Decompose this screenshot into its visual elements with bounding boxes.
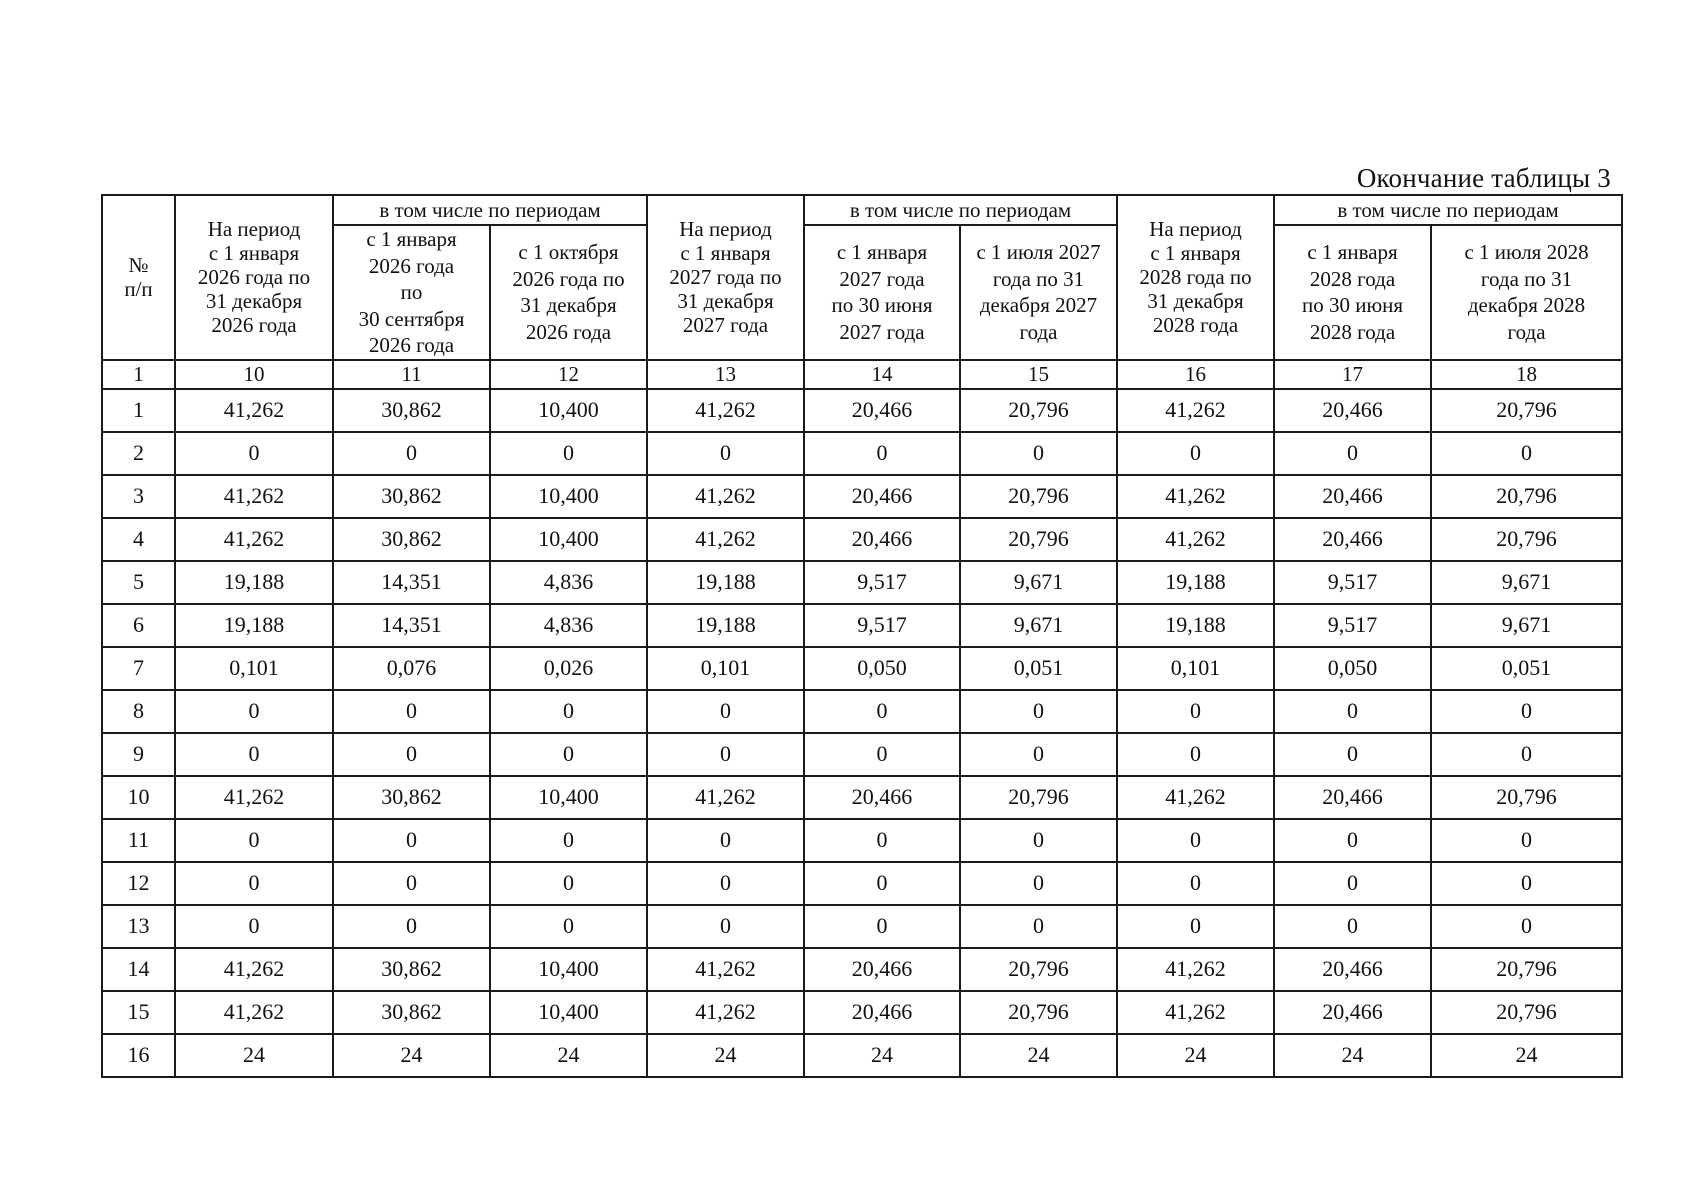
table-row xyxy=(102,819,1622,862)
column-number: 11 xyxy=(333,360,490,389)
table-cell: 30,862 xyxy=(333,518,490,561)
table-cell: 9,517 xyxy=(804,561,960,604)
table-cell: 41,262 xyxy=(175,991,333,1034)
table-cell: 20,466 xyxy=(1274,518,1431,561)
table-cell: 24 xyxy=(1431,1034,1622,1077)
table-cell: 0 xyxy=(960,690,1117,733)
row-number-cell: 11 xyxy=(102,819,175,862)
table-cell: 24 xyxy=(647,1034,804,1077)
table-cell: 41,262 xyxy=(1117,991,1274,1034)
row-number-cell: 8 xyxy=(102,690,175,733)
table-cell: 24 xyxy=(1117,1034,1274,1077)
table-cell: 19,188 xyxy=(647,561,804,604)
table-cell: 0 xyxy=(1274,733,1431,776)
row-number-cell: 1 xyxy=(102,389,175,432)
table-cell: 9,671 xyxy=(960,604,1117,647)
column-number: 16 xyxy=(1117,360,1274,389)
table-cell: 0 xyxy=(175,432,333,475)
table-cell: 0 xyxy=(960,733,1117,776)
table-cell: 20,796 xyxy=(960,518,1117,561)
table-cell: 20,466 xyxy=(1274,776,1431,819)
table-cell: 0 xyxy=(1431,733,1622,776)
table-cell: 0,051 xyxy=(1431,647,1622,690)
table-cell: 0 xyxy=(333,690,490,733)
table-cell: 0 xyxy=(490,432,647,475)
table-cell: 20,796 xyxy=(1431,948,1622,991)
table-cell: 10,400 xyxy=(490,389,647,432)
header-sub-2028-jul-dec: с 1 июля 2028 года по 31 декабря 2028 года xyxy=(1431,225,1622,360)
table-cell: 0 xyxy=(333,905,490,948)
table-cell: 0 xyxy=(804,432,960,475)
table-cell: 41,262 xyxy=(175,948,333,991)
header-group-2027: в том числе по периодам xyxy=(804,195,1117,225)
table-cell: 20,466 xyxy=(804,991,960,1034)
column-number: 15 xyxy=(960,360,1117,389)
column-number: 10 xyxy=(175,360,333,389)
table-cell: 24 xyxy=(490,1034,647,1077)
table-cell: 0 xyxy=(1274,690,1431,733)
table-cell: 20,796 xyxy=(1431,776,1622,819)
table-cell: 0 xyxy=(1274,819,1431,862)
table-row xyxy=(102,561,1622,604)
table-cell: 41,262 xyxy=(175,475,333,518)
header-period-2026: На период с 1 января 2026 года по 31 декабря 2026 года xyxy=(175,195,333,360)
header-group-2028: в том числе по периодам xyxy=(1274,195,1622,225)
column-number: 13 xyxy=(647,360,804,389)
table-cell: 0 xyxy=(490,862,647,905)
header-sub-2026-jan-sep: с 1 января 2026 года по 30 сентября 2026 года xyxy=(333,225,490,360)
table-cell: 0 xyxy=(1431,690,1622,733)
table-cell: 9,517 xyxy=(1274,561,1431,604)
table-row xyxy=(102,1034,1622,1077)
table-cell: 9,517 xyxy=(804,604,960,647)
column-number: 17 xyxy=(1274,360,1431,389)
table-cell: 20,796 xyxy=(1431,991,1622,1034)
header-sub-2027-jan-jun: с 1 января 2027 года по 30 июня 2027 года xyxy=(804,225,960,360)
table-row xyxy=(102,389,1622,432)
table-cell: 30,862 xyxy=(333,991,490,1034)
table-cell: 0,050 xyxy=(1274,647,1431,690)
header-period-2027: На период с 1 января 2027 года по 31 декабря 2027 года xyxy=(647,195,804,360)
table-cell: 41,262 xyxy=(1117,948,1274,991)
table-cell: 24 xyxy=(1274,1034,1431,1077)
table-cell: 4,836 xyxy=(490,561,647,604)
row-number-cell: 13 xyxy=(102,905,175,948)
table-cell: 0,101 xyxy=(1117,647,1274,690)
table-cell: 20,796 xyxy=(1431,389,1622,432)
table-cell: 14,351 xyxy=(333,604,490,647)
table-cell: 0 xyxy=(960,905,1117,948)
table-cell: 19,188 xyxy=(175,604,333,647)
table-cell: 30,862 xyxy=(333,389,490,432)
table-cell: 10,400 xyxy=(490,518,647,561)
table-cell: 10,400 xyxy=(490,948,647,991)
header-row-number: № п/п xyxy=(102,195,175,360)
table-cell: 41,262 xyxy=(1117,518,1274,561)
table-row xyxy=(102,690,1622,733)
table-cell: 0 xyxy=(1117,862,1274,905)
row-number-cell: 15 xyxy=(102,991,175,1034)
table-cell: 0 xyxy=(960,819,1117,862)
header-group-2026: в том числе по периодам xyxy=(333,195,647,225)
table-cell: 20,796 xyxy=(1431,518,1622,561)
table-row xyxy=(102,905,1622,948)
table-cell: 0 xyxy=(490,905,647,948)
table-cell: 41,262 xyxy=(175,518,333,561)
table-cell: 30,862 xyxy=(333,475,490,518)
table-cell: 41,262 xyxy=(647,948,804,991)
table-cell: 19,188 xyxy=(1117,604,1274,647)
table-cell: 0 xyxy=(1431,432,1622,475)
table-caption: Окончание таблицы 3 xyxy=(1356,163,1611,193)
column-number: 14 xyxy=(804,360,960,389)
column-number-row xyxy=(102,360,1622,389)
table-cell: 0 xyxy=(647,862,804,905)
table-cell: 0 xyxy=(647,690,804,733)
table-cell: 0 xyxy=(1274,862,1431,905)
table-cell: 41,262 xyxy=(1117,389,1274,432)
table-cell: 0 xyxy=(333,862,490,905)
row-number-cell: 7 xyxy=(102,647,175,690)
row-number-cell: 2 xyxy=(102,432,175,475)
table-cell: 20,466 xyxy=(804,948,960,991)
table-cell: 19,188 xyxy=(175,561,333,604)
table-cell: 0 xyxy=(960,862,1117,905)
row-number-cell: 16 xyxy=(102,1034,175,1077)
table-cell: 0 xyxy=(175,733,333,776)
table-cell: 24 xyxy=(960,1034,1117,1077)
table-cell: 0 xyxy=(175,905,333,948)
table-cell: 20,796 xyxy=(960,991,1117,1034)
table-cell: 0,101 xyxy=(175,647,333,690)
table-cell: 0 xyxy=(333,733,490,776)
table-cell: 0 xyxy=(1274,905,1431,948)
row-number-cell: 6 xyxy=(102,604,175,647)
table-cell: 20,466 xyxy=(1274,389,1431,432)
column-number: 18 xyxy=(1431,360,1622,389)
table-cell: 10,400 xyxy=(490,475,647,518)
table-cell: 0 xyxy=(490,733,647,776)
table-cell: 20,796 xyxy=(960,776,1117,819)
table-cell: 0 xyxy=(175,862,333,905)
table-row xyxy=(102,991,1622,1034)
table-cell: 0 xyxy=(804,905,960,948)
table-cell: 0 xyxy=(804,690,960,733)
table-cell: 20,796 xyxy=(960,948,1117,991)
table-cell: 0,051 xyxy=(960,647,1117,690)
table-row xyxy=(102,862,1622,905)
table-cell: 20,466 xyxy=(804,475,960,518)
table-cell: 24 xyxy=(804,1034,960,1077)
table-cell: 0 xyxy=(960,432,1117,475)
table-cell: 0 xyxy=(1274,432,1431,475)
column-number: 1 xyxy=(102,360,175,389)
row-number-cell: 3 xyxy=(102,475,175,518)
table-cell: 24 xyxy=(175,1034,333,1077)
data-table xyxy=(101,194,1623,1078)
table-cell: 4,836 xyxy=(490,604,647,647)
table-cell: 0 xyxy=(1431,862,1622,905)
header-row-groups xyxy=(102,195,1622,225)
table-cell: 0 xyxy=(490,690,647,733)
table-row xyxy=(102,604,1622,647)
header-sub-2028-jan-jun: с 1 января 2028 года по 30 июня 2028 года xyxy=(1274,225,1431,360)
table-cell: 41,262 xyxy=(647,776,804,819)
table-cell: 9,671 xyxy=(960,561,1117,604)
header-period-2028: На период с 1 января 2028 года по 31 декабря 2028 года xyxy=(1117,195,1274,360)
table-cell: 41,262 xyxy=(1117,475,1274,518)
table-cell: 9,671 xyxy=(1431,604,1622,647)
table-cell: 20,796 xyxy=(960,389,1117,432)
table-cell: 0 xyxy=(804,819,960,862)
table-cell: 0 xyxy=(1117,905,1274,948)
row-number-cell: 9 xyxy=(102,733,175,776)
header-sub-2027-jul-dec: с 1 июля 2027 года по 31 декабря 2027 года xyxy=(960,225,1117,360)
table-cell: 41,262 xyxy=(1117,776,1274,819)
table-cell: 0 xyxy=(647,733,804,776)
table-cell: 20,796 xyxy=(1431,475,1622,518)
row-number-cell: 14 xyxy=(102,948,175,991)
table-cell: 20,466 xyxy=(804,776,960,819)
row-number-cell: 4 xyxy=(102,518,175,561)
table-cell: 0 xyxy=(333,432,490,475)
table-cell: 0 xyxy=(647,819,804,862)
header-sub-2026-oct-dec: с 1 октября 2026 года по 31 декабря 2026 года xyxy=(490,225,647,360)
table-row xyxy=(102,432,1622,475)
table-cell: 41,262 xyxy=(175,389,333,432)
table-row xyxy=(102,948,1622,991)
table-cell: 30,862 xyxy=(333,948,490,991)
table-cell: 0 xyxy=(1117,690,1274,733)
table-cell: 20,466 xyxy=(1274,948,1431,991)
table-cell: 0,050 xyxy=(804,647,960,690)
row-number-cell: 10 xyxy=(102,776,175,819)
table-cell: 0 xyxy=(490,819,647,862)
table-cell: 0 xyxy=(1117,432,1274,475)
table-cell: 20,466 xyxy=(804,518,960,561)
table-cell: 0 xyxy=(175,819,333,862)
table-cell: 10,400 xyxy=(490,776,647,819)
table-cell: 0 xyxy=(804,733,960,776)
table-cell: 20,466 xyxy=(1274,991,1431,1034)
table-cell: 19,188 xyxy=(647,604,804,647)
row-number-cell: 12 xyxy=(102,862,175,905)
table-cell: 24 xyxy=(333,1034,490,1077)
table-cell: 20,466 xyxy=(1274,475,1431,518)
table-cell: 41,262 xyxy=(647,518,804,561)
table-cell: 41,262 xyxy=(647,991,804,1034)
table-row xyxy=(102,647,1622,690)
table-cell: 0 xyxy=(175,690,333,733)
table-cell: 0 xyxy=(1117,819,1274,862)
table-cell: 41,262 xyxy=(647,475,804,518)
table-row xyxy=(102,733,1622,776)
table-body xyxy=(102,389,1622,1077)
table-cell: 14,351 xyxy=(333,561,490,604)
table-cell: 0,026 xyxy=(490,647,647,690)
table-cell: 0 xyxy=(1117,733,1274,776)
table-cell: 19,188 xyxy=(1117,561,1274,604)
table-cell: 41,262 xyxy=(647,389,804,432)
table-cell: 0 xyxy=(1431,905,1622,948)
table-cell: 20,796 xyxy=(960,475,1117,518)
column-number: 12 xyxy=(490,360,647,389)
table-cell: 41,262 xyxy=(175,776,333,819)
table-cell: 30,862 xyxy=(333,776,490,819)
table-cell: 9,671 xyxy=(1431,561,1622,604)
table-cell: 20,466 xyxy=(804,389,960,432)
table-cell: 0 xyxy=(804,862,960,905)
table-cell: 10,400 xyxy=(490,991,647,1034)
table-cell: 0 xyxy=(647,905,804,948)
row-number-cell: 5 xyxy=(102,561,175,604)
table-row xyxy=(102,518,1622,561)
table-cell: 9,517 xyxy=(1274,604,1431,647)
table-row xyxy=(102,776,1622,819)
table-cell: 0 xyxy=(647,432,804,475)
table-row xyxy=(102,475,1622,518)
table-cell: 0 xyxy=(333,819,490,862)
table-cell: 0 xyxy=(1431,819,1622,862)
table-cell: 0,076 xyxy=(333,647,490,690)
table-cell: 0,101 xyxy=(647,647,804,690)
